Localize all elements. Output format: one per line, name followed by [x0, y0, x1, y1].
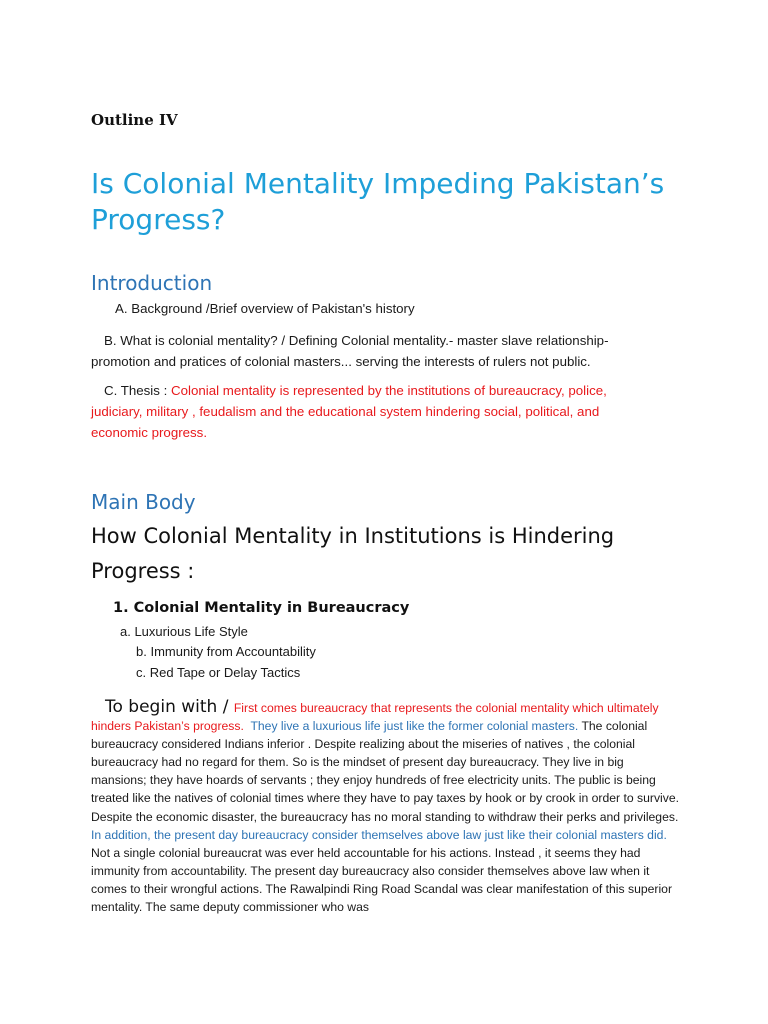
body-blue-1: They live a luxurious life just like the former colonial masters.	[250, 719, 579, 734]
intro-item-b: B. What is colonial mentality? / Defining Colonial mentality.- master slave relationship-promotion and pratices of colonial masters... serving the interests of rulers not public.	[91, 333, 609, 369]
section-1-heading: 1. Colonial Mentality in Bureaucracy	[113, 600, 410, 616]
introduction-heading: Introduction	[91, 271, 213, 295]
thesis-label: C. Thesis :	[104, 383, 171, 398]
body-black-1: The colonial bureaucracy considered Indians inferior . Despite realizing about the miseries of natives , the colonial bureaucracy had no regard for them. So is the mindset of present day bureaucracy. They live in big mansions; they have hoards of servants ; they enjoy hundreds of free electricity units. The public is being treated like the natives of colonial times where they have to pay taxes by hook or by crook in order to survive. Despite the economic disaster, the bureaucracy has no moral standing to withdraw their perks and privileges.	[91, 719, 680, 824]
intro-item-a: A. Background /Brief overview of Pakistan's history	[115, 301, 415, 316]
outline-label: Outline IV	[91, 111, 178, 129]
section-1-item-c: c. Red Tape or Delay Tactics	[136, 665, 301, 680]
main-body-heading: Main Body	[91, 490, 196, 514]
body-lead: To begin with /	[105, 697, 234, 717]
main-body-subheading: How Colonial Mentality in Institutions is Hindering Progress :	[91, 524, 615, 583]
thesis-text: Colonial mentality is represented by the institutions of bureaucracy, police, judiciary, military , feudalism and the educational system hindering social, political, and economic progress.	[91, 383, 607, 440]
section-1-item-b: b. Immunity from Accountability	[136, 644, 316, 659]
section-1-body	[91, 698, 681, 916]
body-blue-2: In addition, the present day bureaucracy consider themselves above law just like their colonial masters did.	[91, 827, 667, 842]
body-red-1: First comes bureaucracy that represents the colonial mentality which ultimately hinders Pakistan’s progress.	[91, 701, 659, 734]
body-black-2: Not a single colonial bureaucrat was ever held accountable for his actions. Instead , it seems they had immunity from accountability. The present day bureaucracy also consider themselves above law when it comes to their wrongful actions. The Rawalpindi Ring Road Scandal was clear manifestation of this superior mentality. The same deputy commissioner who was	[91, 845, 673, 915]
intro-item-c	[91, 380, 651, 443]
section-1-item-a: a. Luxurious Life Style	[120, 624, 248, 639]
document-title: Is Colonial Mentality Impeding Pakistan’s Progress?	[91, 167, 665, 236]
